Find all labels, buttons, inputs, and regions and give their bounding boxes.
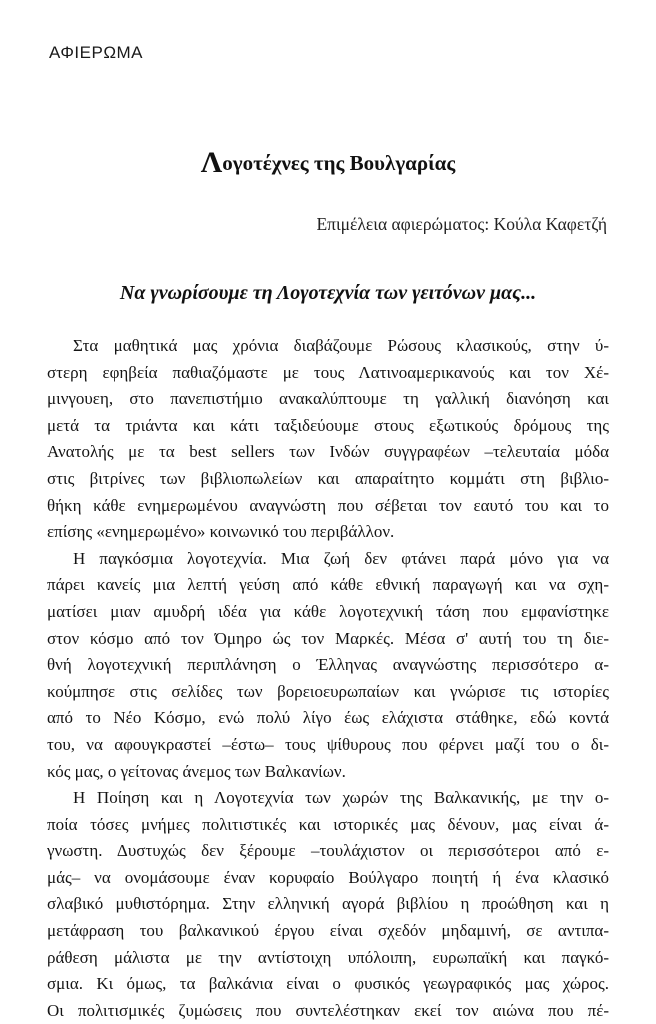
- body-line: μετά τα τριάντα και κάτι ταξιδεύουμε στους εξωτικούς δρόμους της: [47, 415, 609, 435]
- body-line: θνή λογοτεχνική περιπλάνηση ο Έλληνας αναγνώστης περισσότερο α-: [47, 655, 609, 675]
- body-line: του, να αφουγκραστεί –έστω– τους ψίθυρους που φέρνει μαζί του ο δι-: [47, 734, 609, 754]
- body-line: Οι πολιτισμικές ζυμώσεις που συντελέστηκαν εκεί τον αιώνα που πέ-: [47, 1000, 609, 1020]
- body-line: μετάφραση του βαλκανικού έργου είναι σχεδόν μηδαμινή, σε αντιπα-: [47, 921, 609, 941]
- body-line: ποία τόσες μνήμες πολιτιστικές και ιστορικές μας δένουν, μας είναι ά-: [47, 814, 609, 834]
- body-line: Ανατολής με τα best sellers των Ινδών συγγραφέων –τελευταία μόδα: [47, 442, 609, 462]
- article-title: [60, 146, 596, 180]
- body-line: σμια. Κι όμως, τα βαλκάνια είναι ο φυσικός γεωγραφικός μας χώρος.: [47, 974, 609, 994]
- body-line: μινγουεη, στο πανεπιστήμιο ανακαλύπτουμε τη γαλλική διανόηση και: [47, 389, 609, 409]
- body-line: κός μας, ο γείτονας άνεμος των Βαλκανίων.: [47, 761, 346, 781]
- body-line: σλαβικό μυθιστόρημα. Στην ελληνική αγορά βιβλίου η προώθηση και η: [47, 894, 609, 914]
- article-body: [47, 333, 609, 1024]
- body-line: από το Νέο Κόσμο, ενώ πολύ λίγο έως ελάχιστα στάθηκε, εδώ κοντά: [47, 708, 609, 728]
- body-line: μάς– να ονομάσουμε έναν κορυφαίο Βούλγαρο ποιητή ή ένα κλασικό: [47, 867, 609, 887]
- body-line: επίσης «ενημερωμένο» κοινωνικό του περιβάλλον.: [47, 522, 395, 542]
- section-label: ΑΦΙΕΡΩΜΑ: [49, 43, 144, 62]
- body-line: ματίσει μιαν αμυδρή ιδέα για κάθε λογοτεχνική τάση που εμφανίστηκε: [47, 601, 609, 621]
- body-line: στον κόσμο από τον Όμηρο ώς τον Μαρκές. Μέσα σ' αυτή του τη διε-: [47, 628, 609, 648]
- editor-credit: Επιμέλεια αφιερώματος: Κούλα Καφετζή: [316, 214, 607, 234]
- title-rest: ογοτέχνες της Βουλγαρίας: [222, 151, 456, 175]
- body-line: Η παγκόσμια λογοτεχνία. Μια ζωή δεν φτάνει παρά μόνο για να: [73, 548, 609, 568]
- body-line: Η Ποίηση και η Λογοτεχνία των χωρών της Βαλκανικής, με την ο-: [73, 788, 609, 808]
- body-line: Στα μαθητικά μας χρόνια διαβάζουμε Ρώσους κλασικούς, στην ύ-: [73, 336, 609, 355]
- body-line: ράθεση μάλιστα με την αντίστοιχη υπόλοιπη, ευρωπαϊκή και παγκό-: [47, 947, 609, 967]
- body-line: γνωστη. Δυστυχώς δεν ξέρουμε –τουλάχιστον οι περισσότεροι από ε-: [47, 841, 609, 861]
- title-initial: Λ: [200, 146, 223, 179]
- body-line: θήκη κάθε ενημερωμένου αναγνώστη που σέβεται τον εαυτό του και το: [47, 495, 609, 515]
- body-line: στις βιτρίνες των βιβλιοπωλείων και απαραίτητο κομμάτι στη βιβλιο-: [47, 468, 609, 488]
- body-line: πάρει κανείς μια λεπτή γεύση από κάθε εθνική παραγωγή και να σχη-: [47, 575, 609, 595]
- article-subtitle: Να γνωρίσουμε τη Λογοτεχνία των γειτόνων μας...: [119, 282, 537, 304]
- body-line: στερη εφηβεία παθιαζόμαστε με τους Λατινοαμερικανούς και τον Χέ-: [47, 362, 609, 382]
- body-line: κούμπησε στις σελίδες των βορειοευρωπαίων και γνώρισε τις ιστορίες: [47, 681, 609, 701]
